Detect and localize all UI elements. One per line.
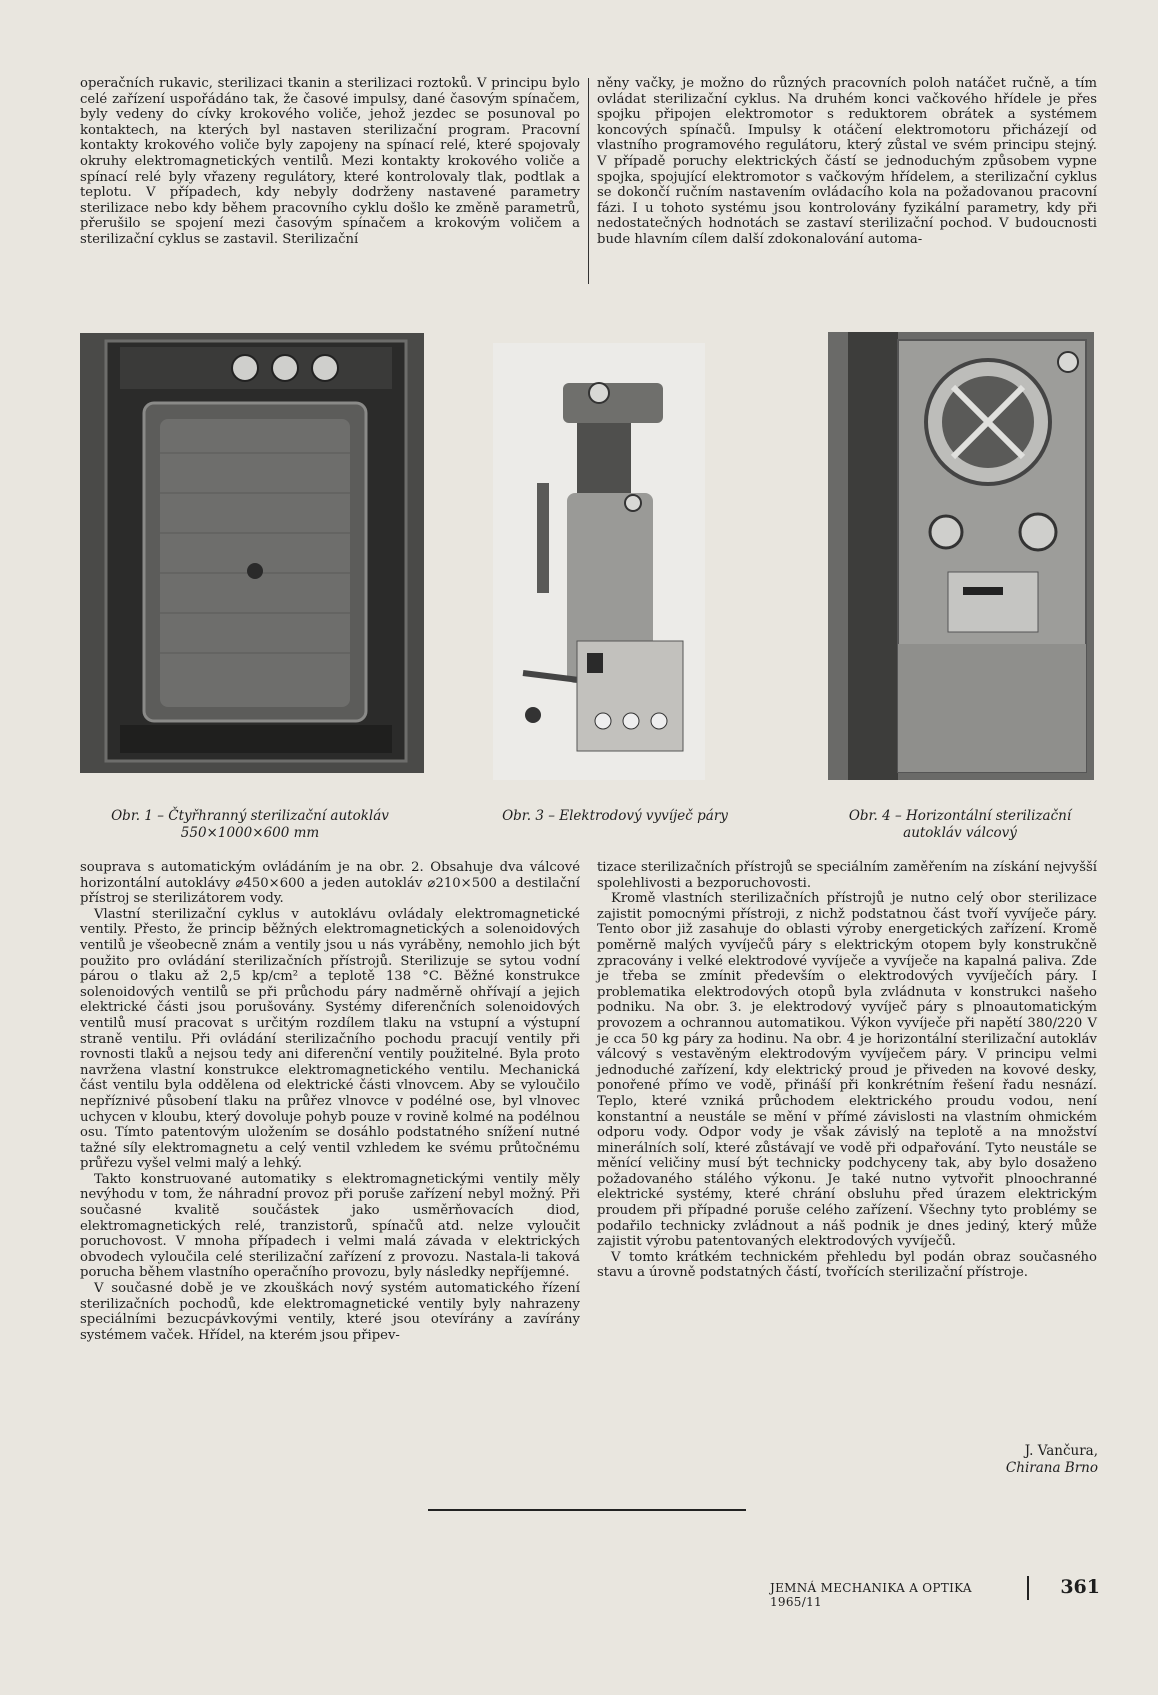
- figure-1-caption: [80, 808, 420, 842]
- paragraph: V tomto krátkém technickém přehledu byl podán obraz současného stavu a úrovně podstatných částí, tvořících sterilizační přístroje.: [597, 1249, 1097, 1281]
- column-divider: [588, 78, 589, 284]
- paragraph: V současné době je ve zkouškách nový systém automatického řízení sterilizačních pochodů, kde elektromagnetické ventily byly nahrazeny speciálními bezucpávkovými ventily, které jsou otevírány a zavírány systémem vaček. Hřídel, na kterém jsou připev-: [80, 1281, 580, 1343]
- paragraph: Vlastní sterilizační cyklus v autoklávu ovládaly elektromagnetické ventily. Přesto, že princip běžných elektromagnetických a solenoidových ventilů je všeobecně znám a ventily jsou u nás vyráběny, nemohlo jich být použito pro ovládání sterilizačních přístrojů. Sterilizuje se sytou vodní párou o tlaku až 2,5 kp/cm² a teplotě 138 °C. Běžné konstrukce solenoidových ventilů se při průchodu páry nadměrně ohřívají a jejich elektrické části jsou porušovány. Systémy diferenčních solenoidových ventilů musí pracovat s určitým rozdílem tlaku na vstupní a výstupní straně ventilu. Při ovládání sterilizačního pochodu pracují ventily při rovnosti tlaků a nejsou tedy ani diferenční ventily použitelné. Byla proto navržena vlastní konstrukce elektromagnetického ventilu. Mechanická část ventilu byla oddělena od elektrické části vlnovcem. Aby se vyloučilo nepříznivé působení tlaku na průřez vlnovce v podélné ose, byl vlnovec uchycen v kloubu, který dovoluje pohyb pouze v rovině kolmé na podélnou osu. Tímto patentovým uložením se dosáhlo podstatného snížení nutné tažné síly elektromagnetu a celý ventil vzhledem ke svému průtočnému průřezu vyšel velmi malý a lehký.: [80, 906, 580, 1172]
- author-name: J. Vančura,: [1024, 1443, 1098, 1459]
- paragraph: Takto konstruované automatiky s elektromagnetickými ventily měly nevýhodu v tom, že náhradní provoz při poruše zařízení nebyl možný. Při současné kvalitě součástek jako usměrňovacích diod, elektromagnetických relé, tranzistorů, spínačů atd. nelze vyloučit poruchovost. V mnoha případech i velmi malá závada v elektrických obvodech vyloučila celé sterilizační zařízení z provozu. Nastala-li taková porucha během vlastního operačního provozu, byly následky nepříjemné.: [80, 1171, 580, 1281]
- caption-line: 550×1000×600 mm: [180, 825, 320, 841]
- journal-title: JEMNÁ MECHANIKA A OPTIKA 1965/11: [770, 1581, 972, 1609]
- footer-divider: [1027, 1576, 1029, 1600]
- text-column-top-left: [80, 76, 580, 248]
- paragraph: Kromě vlastních sterilizačních přístrojů je nutno celý obor sterilizace zajistit pomocnými přístroji, z nichž podstatnou část tvoří vyvíječe páry. Tento obor již zasahuje do oblasti výroby energetických zařízení. Kromě poměrně malých vyvíječů páry s elektrickým otopem byly konstrukčně zpracovány i velké elektrodové vyvíječe a vyvíječe na kapalná paliva. Zde je třeba se zmínit především o elektrodových vyvíječích páry. I problematika elektrodových otopů byla zvládnuta v konstrukci našeho podniku. Na obr. 3. je elektrodový vyvíječ páry s plnoautomatickým provozem a ochrannou automatikou. Výkon vyvíječe při napětí 380/220 V je cca 50 kg páry za hodinu. Na obr. 4 je horizontální sterilizační autokláv válcový s vestavěným elektrodovým vyvíječem páry. V principu velmi jednoduché zařízení, kdy elektrický proud je přiveden na kovové desky, ponořené přímo ve vodě, přináší při konkrétním řešení řadu nesnází. Teplo, které vzniká průchodem elektrického proudu vodou, není konstantní a neustále se mění v přímé závislosti na vlastním ohmickém odporu vody. Odpor vody je však závislý na teplotě a na množství minerálních solí, které zůstávají ve vodě při odpařování. Tyto neustále se měnící veličiny musí být technicky podchyceny tak, aby bylo dosaženo požadovaného stálého výkonu. Je také nutno vytvořit plnoochranné elektrické systémy, které chrání obsluhu před úrazem elektrickým proudem při případné poruše celého zařízení. Všechny tyto problémy se podařilo technicky zvládnout a náš podnik je dnes jediný, který může zajistit výrobu patentovaných elektrodových vyvíječů.: [597, 891, 1097, 1250]
- text-column-bottom-left: [80, 860, 580, 1343]
- caption-line: Obr. 1 – Čtyřhranný sterilizační autokláv: [111, 808, 389, 824]
- text-column-bottom-right: [597, 860, 1097, 1281]
- caption-line: Obr. 3 – Elektrodový vyvíječ páry: [502, 808, 728, 824]
- text-column-top-right: [597, 76, 1097, 248]
- figure-4-caption: [820, 808, 1100, 842]
- figure-3-caption: [490, 808, 740, 825]
- photo-electrode-steam-generator: [493, 343, 705, 780]
- photo-horizontal-cylindrical-autoclave: [828, 332, 1094, 780]
- article-end-rule: [428, 1509, 746, 1511]
- paragraph: něny vačky, je možno do různých pracovních poloh natáčet ručně, a tím ovládat sterilizační cyklus. Na druhém konci vačkového hřídele je přes spojku připojen elektromotor s reduktorem obrátek a systémem koncových spínačů. Impulsy k otáčení elektromotoru přicházejí od vlastního programového regulátoru, který zůstal ve svém principu stejný. V případě poruchy elektrických částí se jednoduchým způsobem vypne spojka, spojující elektromotor s vačkovým hřídelem, a sterilizační cyklus se dokončí ručním nastavením ovládacího kola na požadovanou pracovní fázi. I u tohoto systému jsou kontrolovány fyzikální parametry, kdy při nedostatečných hodnotách se zastaví sterilizační pochod. V budoucnosti bude hlavním cílem další zdokonalování automa-: [597, 76, 1097, 247]
- paragraph: operačních rukavic, sterilizaci tkanin a sterilizaci roztoků. V principu bylo celé zařízení uspořádáno tak, že časové impulsy, dané časovým spínačem, byly vedeny do cívky krokového voliče, jehož jezdec se posunoval po kontaktech, na kterých byl nastaven sterilizační program. Pracovní kontakty krokového voliče byly zapojeny na spínací relé, které spojovaly okruhy elektromagnetických ventilů. Mezi kontakty krokového voliče a spínací relé byly vřazeny regulátory, které kontrolovaly tlak, podtlak a teplotu. V případech, kdy nebyly dodrženy nastavené parametry sterilizace nebo kdy během pracovního cyklu došlo ke změně parametrů, přerušilo se spojení mezi časovým spínačem a krokovým voličem a sterilizační cyklus se zastavil. Sterilizační: [80, 76, 580, 247]
- caption-line: Obr. 4 – Horizontální sterilizační: [848, 808, 1072, 824]
- page-footer: [770, 1576, 1100, 1609]
- author-organization: Chirana Brno: [1005, 1460, 1098, 1476]
- paragraph: souprava s automatickým ovládáním je na obr. 2. Obsahuje dva válcové horizontální autoklávy ⌀450×600 a jeden autokláv ⌀210×500 a destilační přístroj se sterilizátorem vody.: [80, 860, 580, 907]
- caption-line: autokláv válcový: [903, 825, 1017, 841]
- paragraph: tizace sterilizačních přístrojů se speciálním zaměřením na získání nejvyšší spolehlivosti a bezporuchovosti.: [597, 860, 1097, 891]
- photo-square-autoclave: [80, 333, 424, 773]
- page-number: 361: [1060, 1576, 1100, 1598]
